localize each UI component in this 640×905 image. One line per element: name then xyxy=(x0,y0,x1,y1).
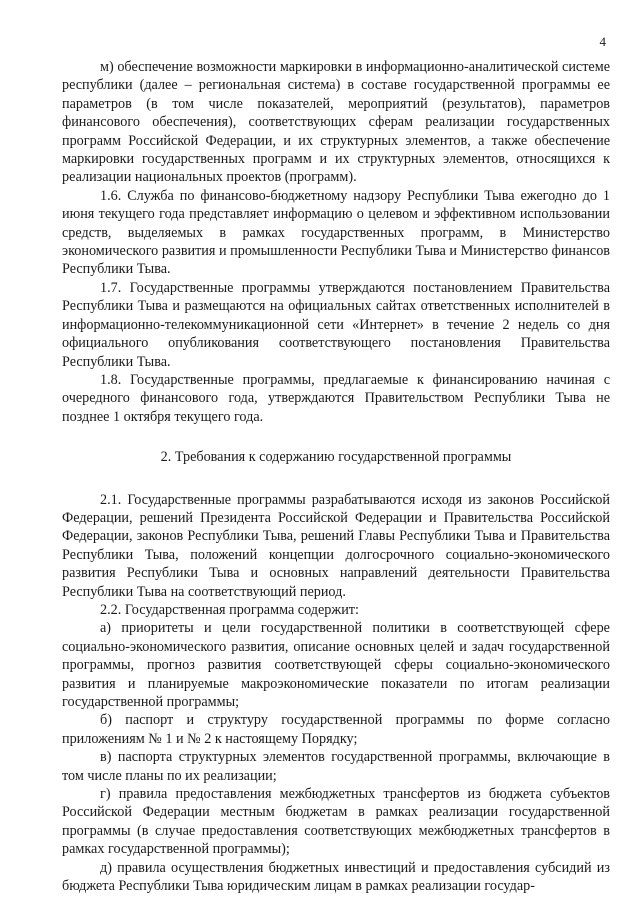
paragraph-g: г) правила предоставления межбюджетных трансфертов из бюджета субъектов Российской Федерации местным бюджетам в рамках реализации государственной программы (в случае предоставления соответствующих межбюджетных трансфертов в рамках государственной программы); xyxy=(62,786,610,858)
paragraph-2-1: 2.1. Государственные программы разрабатываются исходя из законов Российской Федерации, решений Президента Российской Федерации и Правительства Российской Федерации, законов Республики Тыва, решений Главы Республики Тыва и Правительства Республики Тыва, положений концепции долгосрочного социально-экономического развития Республики Тыва и основных направлений деятельности Правительства Республики Тыва на соответствующий период. xyxy=(62,491,610,600)
paragraph-1-6: 1.6. Служба по финансово-бюджетному надзору Республики Тыва ежегодно до 1 июня текущего года представляет информацию о целевом и эффективном использовании средств, выделяемых в рамках государственных программ, в Министерство экономического развития и промышленности Республики Тыва и Министерство финансов Республики Тыва. xyxy=(62,187,610,278)
paragraph-b: б) паспорт и структуру государственной программы по форме согласно приложениям № 1 и № 2 к настоящему Порядку; xyxy=(62,712,610,747)
section-heading: 2. Требования к содержанию государственной программы xyxy=(160,449,512,466)
paragraph-2-2: 2.2. Государственная программа содержит: xyxy=(100,601,359,618)
paragraph-a: а) приоритеты и цели государственной политики в соответствующей сфере социально-экономического развития, описание основных целей и задач государственной программы, прогноз развития соответствующей сферы социально-экономического развития и планируемые макроэкономические показатели по итогам реализации государственной программы; xyxy=(62,620,610,710)
paragraph-v: в) паспорта структурных элементов государственной программы, включающие в том числе планы по их реализации; xyxy=(62,749,610,784)
paragraph-d: д) правила осуществления бюджетных инвестиций и предоставления субсидий из бюджета Республики Тыва юридическим лицам в рамках реализации государ- xyxy=(62,859,610,895)
paragraph-m: м) обеспечение возможности маркировки в информационно-аналитической системе республики (далее – региональная система) в составе государственной программы ее параметров (в том числе показателей, мероприятий (результатов), параметров финансового обеспечения), соответствующих сферам реализации государственных программ Российской Федерации, и их структурных элементов, а также обеспечение маркировки государственных программ и их структурных элементов, относящихся к реализации национальных проектов (программ). xyxy=(62,59,610,186)
page-number: 4 xyxy=(599,34,606,49)
document-body xyxy=(62,58,610,895)
paragraph-1-8: 1.8. Государственные программы, предлагаемые к финансированию начиная с очередного финансового года, утверждаются Правительством Республики Тыва не позднее 1 октября текущего года. xyxy=(62,371,610,425)
paragraph-1-7: 1.7. Государственные программы утверждаются постановлением Правительства Республики Тыва и размещаются на официальных сайтах ответственных исполнителей в информационно-телекоммуникационной сети «Интернет» в течение 2 недель со дня официального опубликования соответствующего постановления Правительства Республики Тыва. xyxy=(62,279,610,370)
